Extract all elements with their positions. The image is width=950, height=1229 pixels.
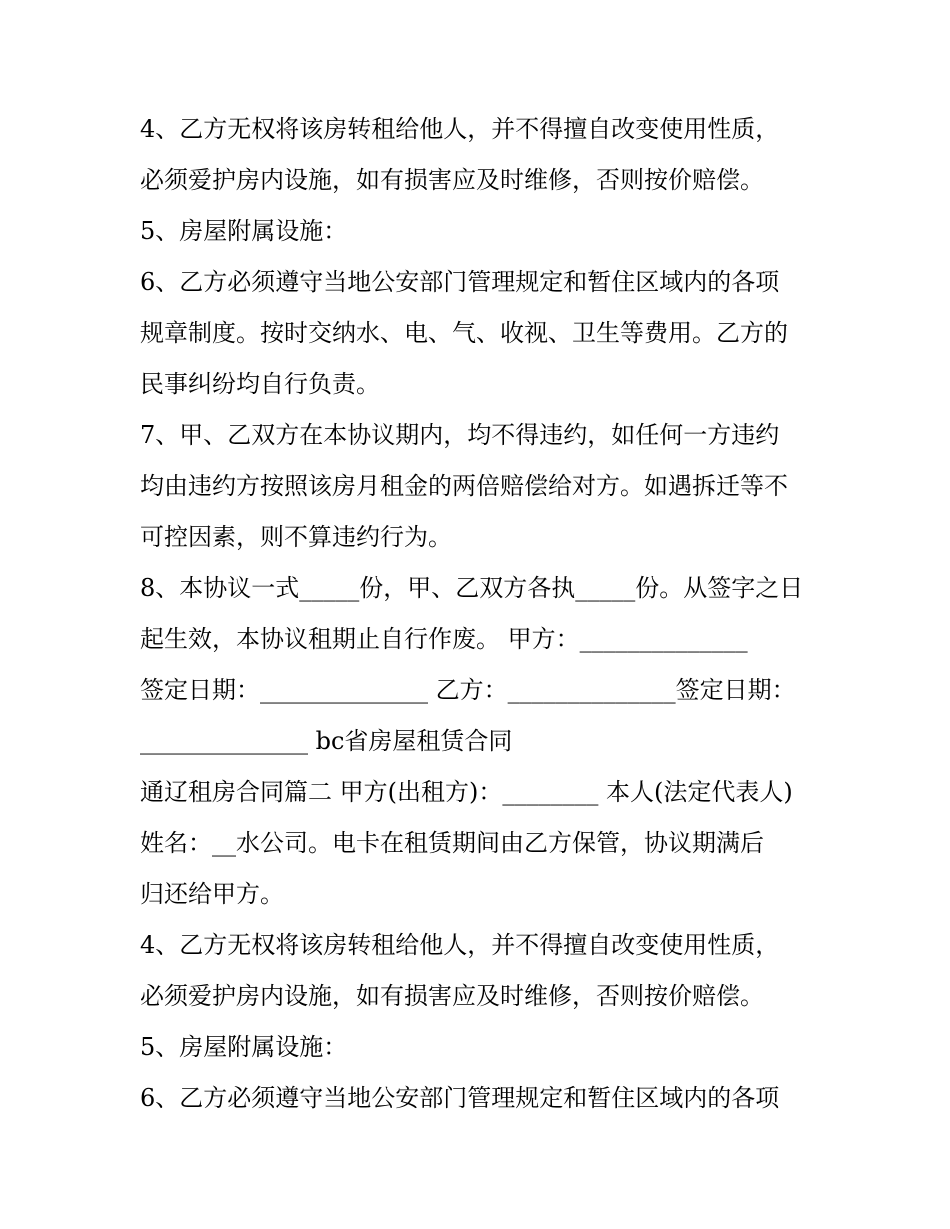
text-line: 签定日期：______________ 乙方：______________签定日期：	[140, 676, 796, 704]
text-line: 可控因素，则不算违约行为。	[140, 523, 452, 551]
text-line: 通辽租房合同篇二 甲方(出租方)：________ 本人(法定代表人)	[140, 778, 793, 806]
text-line: 规章制度。按时交纳水、电、气、收视、卫生等费用。乙方的	[140, 319, 788, 347]
text-line: 4、乙方无权将该房转租给他人，并不得擅自改变使用性质，	[140, 115, 780, 143]
text-line: 起生效，本协议租期止自行作废。 甲方：______________	[140, 625, 748, 653]
text-line: 民事纠纷均自行负责。	[140, 370, 380, 398]
text-line: 姓名：__水公司。电卡在租赁期间由乙方保管，协议期满后	[140, 829, 764, 857]
text-line: 归还给甲方。	[140, 880, 284, 908]
text-line: 6、乙方必须遵守当地公安部门管理规定和暂住区域内的各项	[140, 1084, 780, 1112]
text-line: 必须爱护房内设施，如有损害应及时维修，否则按价赔偿。	[140, 166, 764, 194]
document-body	[140, 104, 830, 1124]
text-line: 4、乙方无权将该房转租给他人，并不得擅自改变使用性质，	[140, 931, 780, 959]
text-line: 均由违约方按照该房月租金的两倍赔偿给对方。如遇拆迁等不	[140, 472, 788, 500]
text-line: 5、房屋附属设施：	[140, 1033, 348, 1061]
text-line: 8、本协议一式_____份，甲、乙双方各执_____份。从签字之日	[140, 574, 804, 602]
text-line: 6、乙方必须遵守当地公安部门管理规定和暂住区域内的各项	[140, 268, 780, 296]
text-line: 7、甲、乙双方在本协议期内，均不得违约，如任何一方违约	[140, 421, 780, 449]
text-line: 必须爱护房内设施，如有损害应及时维修，否则按价赔偿。	[140, 982, 764, 1010]
text-line: ______________ bc省房屋租赁合同	[140, 727, 513, 755]
text-line: 5、房屋附属设施：	[140, 217, 348, 245]
